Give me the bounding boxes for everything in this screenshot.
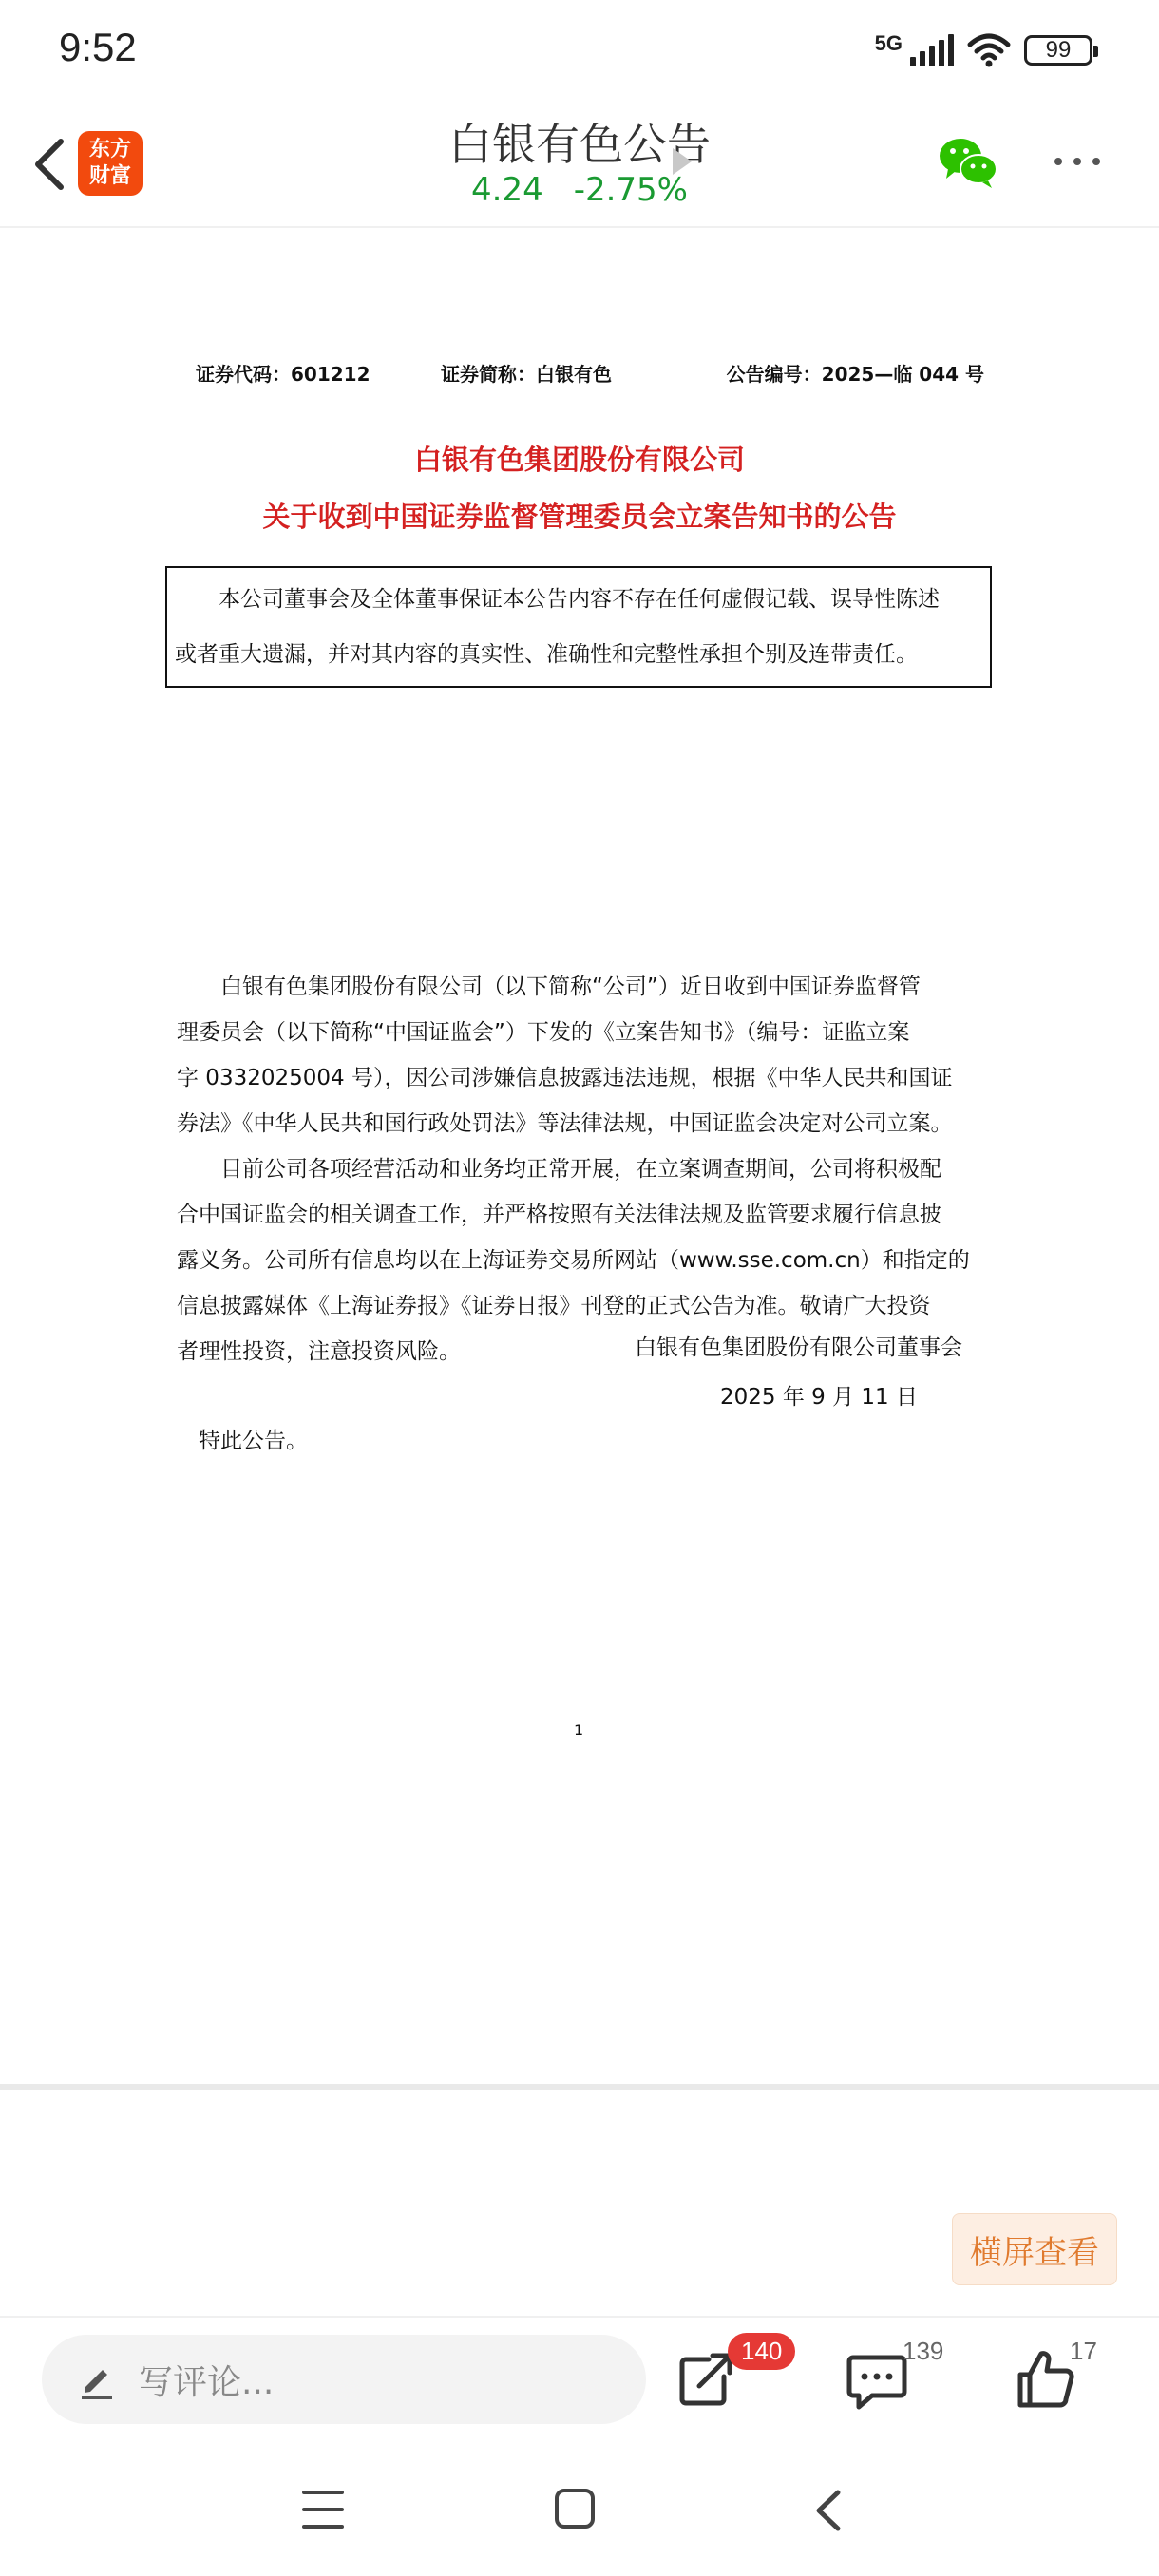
wifi-icon <box>967 33 1011 67</box>
comment-placeholder: 写评论... <box>139 2362 275 2402</box>
battery-icon <box>1024 35 1092 66</box>
comment-count: 139 <box>902 2337 944 2365</box>
recent-apps-icon[interactable] <box>302 2491 344 2529</box>
expand-arrow-icon[interactable] <box>673 148 692 175</box>
share-count-badge: 140 <box>728 2333 795 2370</box>
disclaimer-line: 或者重大遗漏，并对其内容的真实性、准确性和完整性承担个别及连带责任。 <box>175 642 918 667</box>
paragraph-line: 字 0332025004 号），因公司涉嫌信息披露违法违规，根据《中华人民共和国证 <box>177 1066 953 1090</box>
share-icon[interactable] <box>671 2346 737 2413</box>
logo-line1: 东方 <box>88 138 131 161</box>
paragraph-line: 券法》《中华人民共和国行政处罚法》等法律法规，中国证监会决定对公司立案。 <box>177 1111 953 1136</box>
nav-back-icon[interactable] <box>809 2487 847 2534</box>
wechat-icon[interactable] <box>937 133 999 190</box>
signature-company: 白银有色集团股份有限公司董事会 <box>635 1335 962 1360</box>
disclaimer-line: 本公司董事会及全体董事保证本公告内容不存在任何虚假记载、误导性陈述 <box>175 587 940 612</box>
document-title-company: 白银有色集团股份有限公司 <box>413 444 745 476</box>
closing-line: 特此公告。 <box>177 1429 308 1453</box>
stock-change: -2.75% <box>573 171 688 209</box>
stock-price: 4.24 <box>471 171 543 209</box>
signature-date: 2025 年 9 月 11 日 <box>720 1385 918 1410</box>
battery-level: 99 <box>1045 37 1072 63</box>
paragraph-line: 露义务。公司所有信息均以在上海证券交易所网站（www.sse.com.cn）和指定的 <box>177 1248 970 1273</box>
paragraph-line: 合中国证监会的相关调查工作，并严格按照有关法律法规及监管要求履行信息披 <box>177 1203 941 1227</box>
document-title-subject: 关于收到中国证券监督管理委员会立案告知书的公告 <box>262 501 897 533</box>
status-bar <box>0 0 1159 104</box>
status-time: 9:52 <box>59 25 137 69</box>
app-header <box>0 104 1159 228</box>
network-label: 5G <box>874 31 902 55</box>
logo-line2: 财富 <box>88 164 131 188</box>
home-icon[interactable] <box>555 2489 595 2529</box>
signal-icon <box>910 34 954 66</box>
security-code: 证券代码：601212 <box>196 363 370 386</box>
stock-name[interactable]: 白银有色公告 <box>448 119 711 170</box>
comment-input[interactable] <box>42 2335 646 2424</box>
paragraph-line: 信息披露媒体《上海证券报》《证券日报》刊登的正式公告为准。敬请广大投资 <box>177 1294 931 1318</box>
bottom-action-bar <box>0 2316 1159 2454</box>
paragraph-line: 白银有色集团股份有限公司（以下简称“公司”）近日收到中国证券监督管 <box>177 975 921 999</box>
landscape-view-button[interactable]: 横屏查看 <box>952 2213 1117 2285</box>
page-number: 1 <box>574 1721 584 1739</box>
divider <box>0 2084 1159 2090</box>
pencil-icon <box>76 2358 118 2400</box>
notice-number: 公告编号：2025—临 044 号 <box>726 363 984 386</box>
paragraph-line: 目前公司各项经营活动和业务均正常开展，在立案调查期间，公司将积极配 <box>177 1157 941 1182</box>
paragraph-line: 理委员会（以下简称“中国证监会”）下发的《立案告知书》（编号：证监立案 <box>177 1020 910 1045</box>
system-nav-bar <box>0 2453 1159 2576</box>
like-count: 17 <box>1070 2337 1097 2365</box>
status-icons <box>875 28 1092 72</box>
comment-icon[interactable] <box>844 2346 910 2413</box>
disclaimer-box <box>165 566 992 688</box>
security-abbreviation: 证券简称：白银有色 <box>441 363 612 386</box>
more-icon[interactable] <box>1054 158 1100 165</box>
paragraph-line: 者理性投资，注意投资风险。 <box>177 1339 461 1364</box>
